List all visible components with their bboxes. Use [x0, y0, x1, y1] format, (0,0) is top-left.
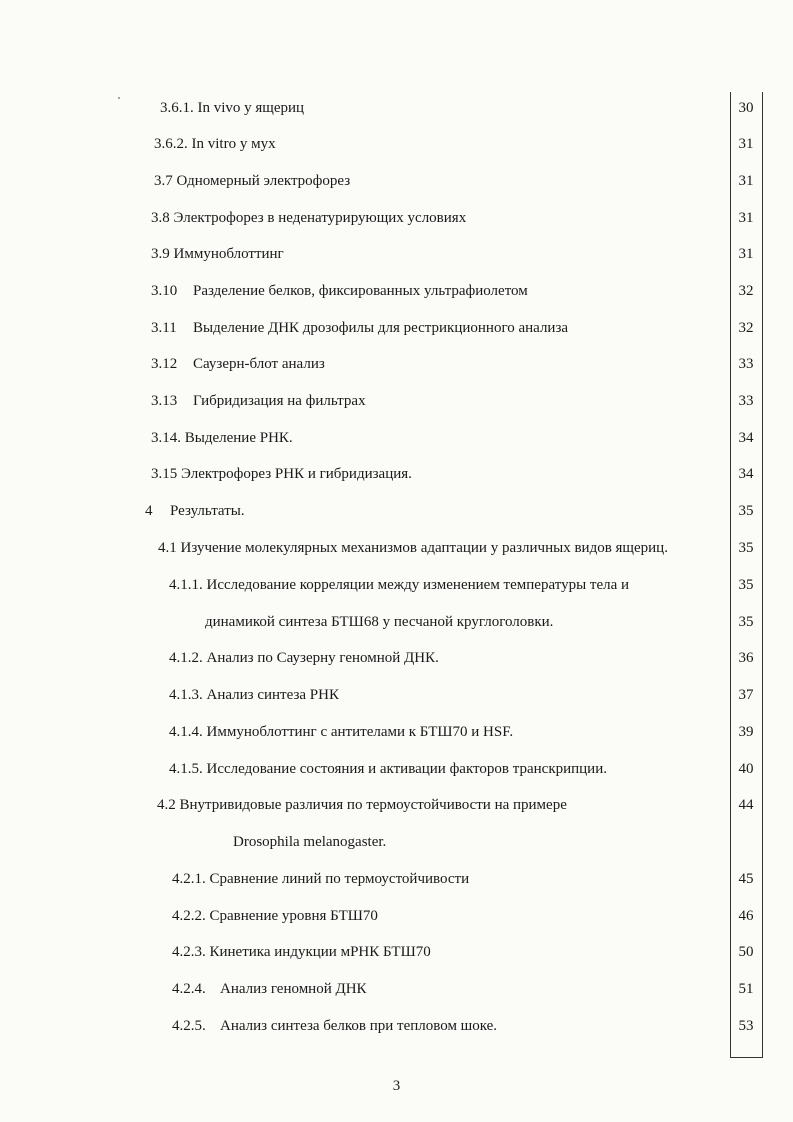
- toc-entry: 3.7 Одномерный электрофорез: [154, 173, 351, 189]
- toc-entry: 3.9 Иммуноблоттинг: [151, 246, 284, 262]
- page-column-bottom-rule: [730, 1057, 763, 1058]
- toc-page-number: 35: [738, 540, 754, 556]
- toc-page-number: 32: [738, 320, 754, 336]
- toc-entry: 4.2.1. Сравнение линий по термоустойчивости: [172, 871, 470, 887]
- toc-entry: 3.8 Электрофорез в неденатурирующих условиях: [151, 210, 467, 226]
- toc-page-number: 35: [738, 577, 754, 593]
- toc-page-number: 53: [738, 1018, 754, 1034]
- page-number: 3: [392, 1078, 401, 1094]
- scan-speck: [118, 97, 120, 99]
- toc-entry: 3.11 Выделение ДНК дрозофилы для рестрикционного анализа: [151, 320, 569, 336]
- toc-entry: 3.13 Гибридизация на фильтрах: [151, 393, 366, 409]
- toc-page-number: 50: [738, 944, 754, 960]
- toc-entry: 4.2.2. Сравнение уровня БТШ70: [172, 908, 378, 924]
- toc-page-number: 44: [738, 797, 754, 813]
- toc-entry: Drosophila melanogaster.: [233, 834, 387, 850]
- toc-entry: 3.6.2. In vitro у мух: [154, 136, 276, 152]
- toc-page-number: 39: [738, 724, 754, 740]
- toc-entry: 4.1.2. Анализ по Саузерну геномной ДНК.: [169, 650, 439, 666]
- toc-page-number: 32: [738, 283, 754, 299]
- toc-page-number: 31: [738, 136, 754, 152]
- toc-entry: 4.2 Внутривидовые различия по термоустойчивости на примере: [157, 797, 567, 813]
- toc-page-number: 51: [738, 981, 754, 997]
- toc-page-number: 31: [738, 210, 754, 226]
- toc-page-number: 33: [738, 393, 754, 409]
- toc-page-number: 45: [738, 871, 754, 887]
- toc-entry: 4.2.3. Кинетика индукции мРНК БТШ70: [172, 944, 431, 960]
- toc-entry: 3.14. Выделение РНК.: [151, 430, 293, 446]
- toc-entry: 4.2.5. Анализ синтеза белков при тепловом шоке.: [172, 1018, 498, 1034]
- toc-entry: 3.10 Разделение белков, фиксированных ультрафиолетом: [151, 283, 528, 299]
- toc-page-number: 33: [738, 356, 754, 372]
- toc-page-number: 46: [738, 908, 754, 924]
- toc-page-number: 35: [738, 614, 754, 630]
- toc-entry: 4.1 Изучение молекулярных механизмов адаптации у различных видов ящериц.: [158, 540, 668, 556]
- toc-page-number: 40: [738, 761, 754, 777]
- toc-entry: 4 Результаты.: [145, 503, 245, 519]
- toc-entry: 4.1.5. Исследование состояния и активации факторов транскрипции.: [169, 761, 607, 777]
- toc-page-number: 34: [738, 430, 754, 446]
- toc-entry: 4.1.4. Иммуноблоттинг с антителами к БТШ70 и HSF.: [169, 724, 514, 740]
- toc-page-number: 36: [738, 650, 754, 666]
- toc-entry: 4.1.3. Анализ синтеза РНК: [169, 687, 339, 703]
- toc-page-number: 37: [738, 687, 754, 703]
- toc-page-number: 35: [738, 503, 754, 519]
- toc-page-number: 31: [738, 246, 754, 262]
- toc-entry: 4.1.1. Исследование корреляции между изменением температуры тела и: [169, 577, 630, 593]
- toc-page-number: 34: [738, 466, 754, 482]
- toc-page-number: 30: [738, 100, 754, 116]
- toc-entry: 4.2.4. Анализ геномной ДНК: [172, 981, 367, 997]
- page-column-right-rule: [762, 92, 763, 1058]
- toc-entry: 3.12 Саузерн-блот анализ: [151, 356, 325, 372]
- toc-entry: 3.6.1. In vivo у ящериц: [160, 100, 305, 116]
- toc-page-number: 31: [738, 173, 754, 189]
- toc-entry: динамикой синтеза БТШ68 у песчаной круглоголовки.: [205, 614, 554, 630]
- toc-entry: 3.15 Электрофорез РНК и гибридизация.: [151, 466, 412, 482]
